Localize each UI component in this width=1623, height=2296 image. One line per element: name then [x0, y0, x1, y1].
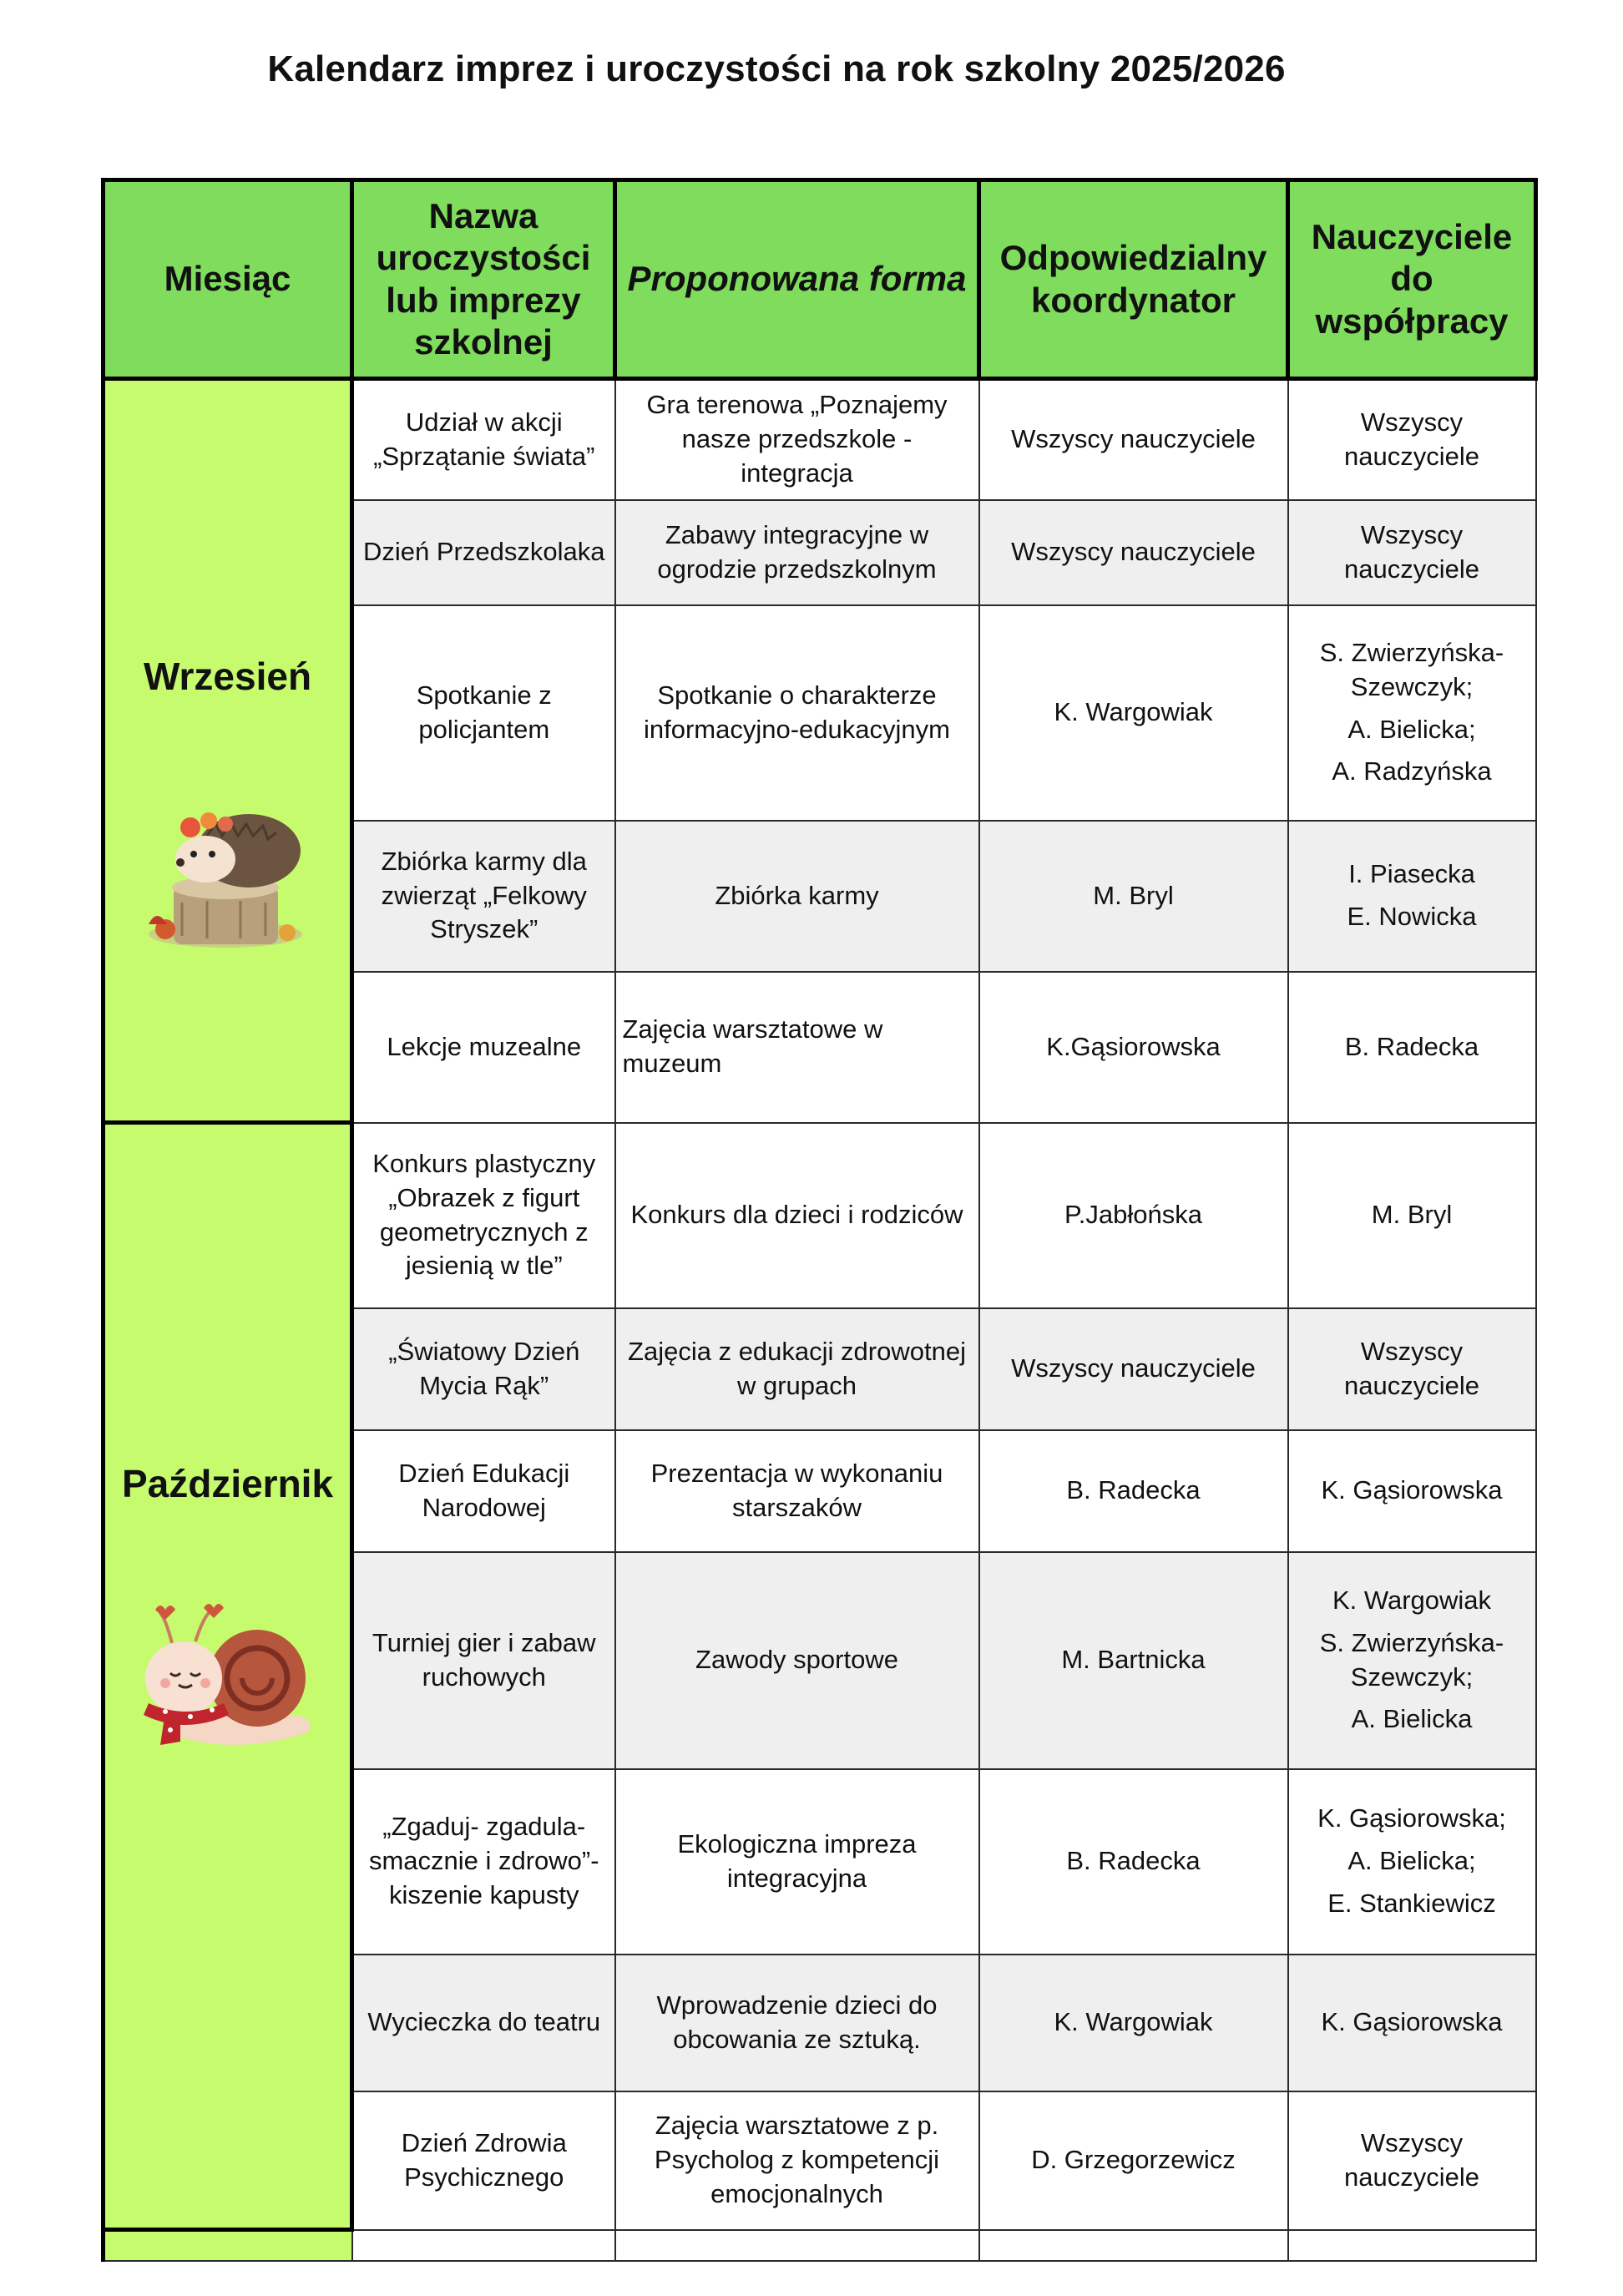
month-label: Październik	[121, 1462, 334, 1505]
coordinator-cell: B. Radecka	[979, 1769, 1288, 1955]
empty-cell	[1288, 2230, 1536, 2262]
teacher-name: K. Gąsiorowska;	[1317, 1803, 1506, 1833]
teacher-name: Wszyscy nauczyciele	[1344, 407, 1479, 471]
event-name-cell: Spotkanie z policjantem	[352, 605, 615, 821]
event-form-cell: Zawody sportowe	[615, 1552, 979, 1769]
event-form-cell: Konkurs dla dzieci i rodziców	[615, 1123, 979, 1308]
teachers-cell	[1288, 1552, 1536, 1769]
teachers-cell	[1288, 1955, 1536, 2091]
teacher-name: S. Zwierzyńska-Szewczyk;	[1319, 637, 1504, 701]
teacher-name: I. Piasecka	[1348, 859, 1475, 889]
hedgehog-icon	[112, 769, 343, 969]
coordinator-cell: B. Radecka	[979, 1430, 1288, 1552]
header-month: Miesiąc	[104, 180, 352, 379]
teacher-name: Wszyscy nauczyciele	[1344, 2127, 1479, 2192]
teacher-name: Wszyscy nauczyciele	[1344, 1336, 1479, 1400]
event-name-cell: Dzień Edukacji Narodowej	[352, 1430, 615, 1552]
event-name-cell: Wycieczka do teatru	[352, 1955, 615, 2091]
empty-cell	[352, 2230, 615, 2262]
event-name-cell: Udział w akcji „Sprzątanie świata”	[352, 379, 615, 500]
teacher-name: S. Zwierzyńska-Szewczyk;	[1319, 1627, 1504, 1692]
teachers-cell	[1288, 605, 1536, 821]
event-form-cell: Zabawy integracyjne w ogrodzie przedszkolnym	[615, 500, 979, 605]
teacher-name: K. Gąsiorowska	[1321, 2007, 1503, 2037]
table-row-continuation	[104, 2230, 1536, 2262]
coordinator-cell: D. Grzegorzewicz	[979, 2091, 1288, 2230]
teacher-name: M. Bryl	[1371, 1200, 1453, 1230]
teacher-name: K. Gąsiorowska	[1321, 1475, 1503, 1505]
event-form-cell: Prezentacja w wykonaniu starszaków	[615, 1430, 979, 1552]
empty-cell	[104, 2230, 352, 2262]
teacher-name: B. Radecka	[1344, 1031, 1479, 1061]
teachers-cell	[1288, 972, 1536, 1123]
event-name-cell: Zbiórka karmy dla zwierząt „Felkowy Stryszek”	[352, 821, 615, 972]
teacher-name: A. Bielicka;	[1347, 714, 1476, 744]
event-form-cell: Zbiórka karmy	[615, 821, 979, 972]
teachers-cell	[1288, 1769, 1536, 1955]
event-name-cell: Turniej gier i zabaw ruchowych	[352, 1552, 615, 1769]
coordinator-cell: P.Jabłońska	[979, 1123, 1288, 1308]
event-name-cell: Lekcje muzealne	[352, 972, 615, 1123]
coordinator-cell: K. Wargowiak	[979, 605, 1288, 821]
table-row	[104, 379, 1536, 500]
coordinator-cell: M. Bryl	[979, 821, 1288, 972]
month-label: Wrzesień	[143, 655, 312, 698]
coordinator-cell: Wszyscy nauczyciele	[979, 1308, 1288, 1430]
coordinator-cell: Wszyscy nauczyciele	[979, 500, 1288, 605]
empty-cell	[615, 2230, 979, 2262]
empty-cell	[979, 2230, 1288, 2262]
event-name-cell: „Zgaduj- zgadula- smacznie i zdrowo”- kiszenie kapusty	[352, 1769, 615, 1955]
month-cell	[104, 1123, 352, 2230]
month-cell	[104, 379, 352, 1123]
events-calendar-table	[101, 178, 1538, 2262]
event-name-cell: Konkurs plastyczny „Obrazek z figurt geometrycznych z jesienią w tle”	[352, 1123, 615, 1308]
teacher-name: Wszyscy nauczyciele	[1344, 519, 1479, 584]
event-name-cell: Dzień Zdrowia Psychicznego	[352, 2091, 615, 2230]
snail-icon	[112, 1586, 343, 1770]
event-form-cell: Zajęcia z edukacji zdrowotnej w grupach	[615, 1308, 979, 1430]
teacher-name: E. Stankiewicz	[1327, 1888, 1496, 1918]
teachers-cell	[1288, 379, 1536, 500]
table-header-row	[104, 180, 1536, 379]
event-form-cell: Wprowadzenie dzieci do obcowania ze sztuką.	[615, 1955, 979, 2091]
teacher-name: A. Bielicka;	[1347, 1846, 1476, 1876]
event-name-cell: Dzień Przedszkolaka	[352, 500, 615, 605]
coordinator-cell: M. Bartnicka	[979, 1552, 1288, 1769]
teachers-cell	[1288, 500, 1536, 605]
header-coordinator: Odpowiedzialny koordynator	[979, 180, 1288, 379]
teachers-cell	[1288, 1430, 1536, 1552]
event-form-cell: Zajęcia warsztatowe w muzeum	[615, 972, 979, 1123]
teacher-name: K. Wargowiak	[1332, 1585, 1492, 1615]
teachers-cell	[1288, 1308, 1536, 1430]
event-form-cell: Spotkanie o charakterze informacyjno-edukacyjnym	[615, 605, 979, 821]
table-row	[104, 1123, 1536, 1308]
teacher-name: E. Nowicka	[1347, 902, 1477, 931]
header-form: Proponowana forma	[615, 180, 979, 379]
page-title: Kalendarz imprez i uroczystości na rok szkolny 2025/2026	[267, 48, 1286, 89]
teacher-name: A. Radzyńska	[1332, 756, 1492, 786]
teachers-cell	[1288, 1123, 1536, 1308]
coordinator-cell: K.Gąsiorowska	[979, 972, 1288, 1123]
coordinator-cell: K. Wargowiak	[979, 1955, 1288, 2091]
event-form-cell: Zajęcia warsztatowe z p. Psycholog z kompetencji emocjonalnych	[615, 2091, 979, 2230]
coordinator-cell: Wszyscy nauczyciele	[979, 379, 1288, 500]
teachers-cell	[1288, 821, 1536, 972]
event-name-cell: „Światowy Dzień Mycia Rąk”	[352, 1308, 615, 1430]
event-form-cell: Gra terenowa „Poznajemy nasze przedszkole - integracja	[615, 379, 979, 500]
teacher-name: A. Bielicka	[1351, 1704, 1473, 1734]
teachers-cell	[1288, 2091, 1536, 2230]
header-teachers: Nauczyciele do współpracy	[1288, 180, 1536, 379]
header-event-name: Nazwa uroczystości lub imprezy szkolnej	[352, 180, 615, 379]
event-form-cell: Ekologiczna impreza integracyjna	[615, 1769, 979, 1955]
